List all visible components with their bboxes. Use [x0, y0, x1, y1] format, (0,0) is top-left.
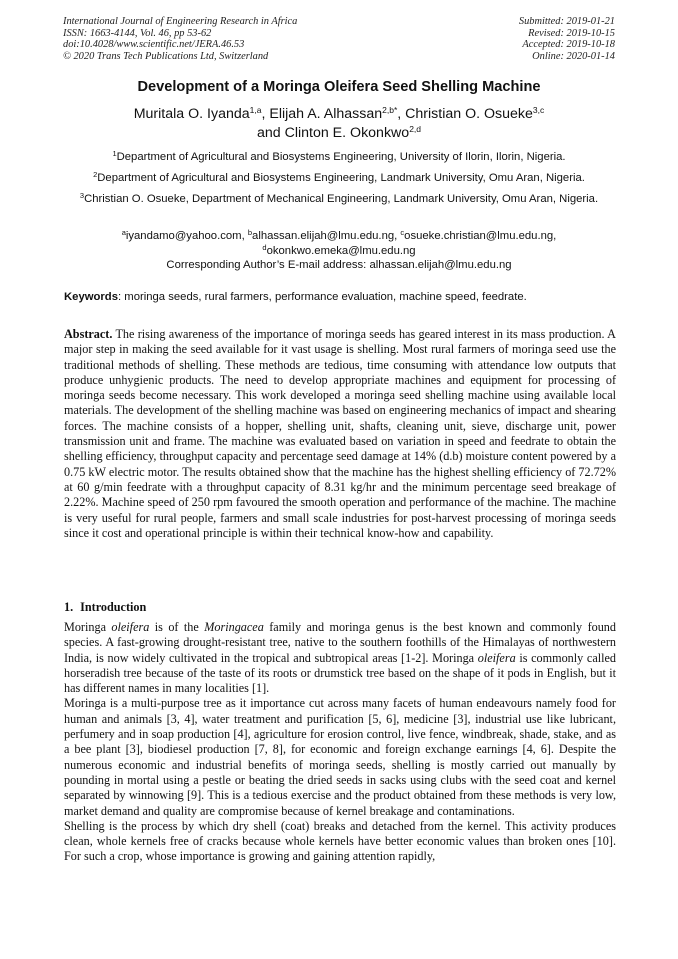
- submission-dates: [519, 16, 615, 62]
- keywords-label: Keywords: [64, 291, 118, 303]
- date-online: Online: 2020-01-14: [532, 50, 615, 62]
- journal-issn: ISSN: 1663-4144, Vol. 46, pp 53-62: [63, 27, 212, 39]
- author-name: Christian O. Osueke: [405, 106, 533, 122]
- section-title: Introduction: [80, 600, 147, 614]
- author-list: Muritala O. Iyanda$^{1,a}$, Elijah A. Alhassan$^{2,b*}$, Christian O. Osueke$^{3,c}$ and Clinton E. Okonkwo$^{2,d}$: [133, 105, 545, 141]
- author-name: Muritala O. Iyanda: [133, 106, 250, 122]
- keywords-text: : moringa seeds, rural farmers, performance evaluation, machine speed, feedrate.: [118, 291, 527, 303]
- email-c: osueke.christian@lmu.edu.ng,: [404, 230, 557, 242]
- author-name: and Clinton E. Okonkwo: [256, 125, 410, 141]
- affiliation-2: $^2$Department of Agricultural and Biosystems Engineering, Landmark University, Omu Aran, Nigeria.: [93, 170, 585, 184]
- date-submitted: Submitted: 2019-01-21: [518, 16, 615, 27]
- paragraph: Moringa oleifera is of the Moringacea family and moringa genus is the best known and commonly found species. A fast-growing drought-resistant tree, native to the southern foothills of the Himalayas of northwestern India, is now widely cultivated in the tropical and subtropical areas [1-2]. Moringa oleifera is commonly called horseradish tree because of the taste of its roots or drumstick tree based on the shape of it pods in English, but it has different names in many localities [1].: [64, 620, 616, 696]
- email-b: alhassan.elijah@lmu.edu.ng,: [252, 230, 401, 242]
- journal-copyright: © 2020 Trans Tech Publications Ltd, Switzerland: [63, 50, 269, 62]
- journal-name: International Journal of Engineering Research in Africa: [63, 16, 298, 27]
- introduction-body: [64, 620, 616, 865]
- paragraph: Shelling is the process by which dry shell (coat) breaks and detached from the kernel. This activity produces clean, whole kernels free of cracks because whole kernels have better economic values than broken ones [10]. For such a crop, whose importance is growing and gaining attention rapidly,: [64, 818, 616, 864]
- author-sup: 1,a: [249, 105, 262, 115]
- journal-info: [63, 16, 297, 62]
- author-name: Elijah A. Alhassan: [269, 106, 383, 122]
- keywords: [64, 291, 616, 303]
- author-sup: 2,b*: [382, 105, 398, 115]
- author-sup: 2,d: [409, 124, 422, 134]
- abstract-label: Abstract.: [64, 327, 113, 341]
- corresponding-author: Corresponding Author’s E-mail address: alhassan.elijah@lmu.edu.ng: [166, 259, 512, 271]
- section-heading: [64, 600, 146, 615]
- affiliation-3: $^3$Christian O. Osueke, Department of Mechanical Engineering, Landmark University, Omu Aran, Nigeria.: [79, 191, 599, 205]
- email-a: iyandamo@yahoo.com,: [125, 230, 248, 242]
- paper-title: Development of a Moringa Oleifera Seed Shelling Machine: [137, 79, 541, 95]
- affiliation-1: $^1$Department of Agricultural and Biosystems Engineering, University of Ilorin, Ilorin, Nigeria.: [112, 149, 566, 163]
- author-sup: 3,c: [532, 105, 545, 115]
- author-emails: $^a$iyandamo@yahoo.com, $^b$alhassan.elijah@lmu.edu.ng, $^c$osueke.christian@lmu.edu.ng, $^d$okonkwo.emeka@lmu.edu.ng Corresponding Author’s E-mail address: alhassan.elijah@lmu.edu.ng: [60, 229, 618, 273]
- abstract-text: The rising awareness of the importance of moringa seeds has geared interest in its mass production. A major step in making the seed available for it vast usage is shelling. Most rural farmers of moringa seed use the traditional methods of shelling. These methods are tedious, time consuming with attendance low outputs that produce unhygienic products. The need to develop appropriate machines and equipment for processing of moringa seeds become necessary. This work developed a moringa seed shelling machine using available local materials. The development of the shelling machine was based on engineering mechanics of impact and shearing forces. The machine consists of a hopper, shelling unit, shafts, cleaning unit, sieve, discharge unit, power transmission unit and frame. The machine was evaluated based on variation in speed and feedrate to obtain the shelling efficiency, throughput capacity and percentage seed damage at 14% (d.b) moisture content powered by a 0.75 kW electric motor. The results obtained show that the machine has the highest shelling efficiency of 72.72% at 60 g/min feedrate with a throughput capacity of 8.31 kg/hr and the minimum percentage seed breakage of 2.22%. Machine speed of 250 rpm favoured the smooth operation and performance of the machine. The machine is very useful for rural people, farmers and small scale industries for post-harvest processing of moringa seeds since it cost and operational principle is within their technical know-how and capability.: [64, 327, 616, 540]
- date-revised: Revised: 2019-10-15: [528, 27, 615, 39]
- date-accepted: Accepted: 2019-10-18: [522, 39, 615, 51]
- journal-doi: doi:10.4028/www.scientific.net/JERA.46.53: [63, 39, 245, 51]
- section-number: 1.: [64, 600, 74, 614]
- paragraph: Moringa is a multi-purpose tree as it importance cut across many facets of human endeavours namely food for human and animals [3, 4], water treatment and purification [5, 6], medicine [3], industrial use like lubricant, perfumery and in soap production [4], agriculture for erosion control, live fence, windbreak, shade, stake, and as a bee plant [3], biodiesel production [7, 8], for economic and foreign exchange earnings [4, 6]. Despite the numerous economic and industrial benefits of moringa seeds, shelling is mostly carried out manually by pounding in mortal using a pestle or beating the dried seeds in sacks using clubs with the seed coat and kernel separated by winnowing [9]. This is a tedious exercise and the product obtained from these methods is very low, market demand and quality are compromise because of kernel breakage and contaminations.: [64, 696, 616, 818]
- email-d: okonkwo.emeka@lmu.edu.ng: [266, 244, 416, 257]
- abstract: [64, 327, 616, 541]
